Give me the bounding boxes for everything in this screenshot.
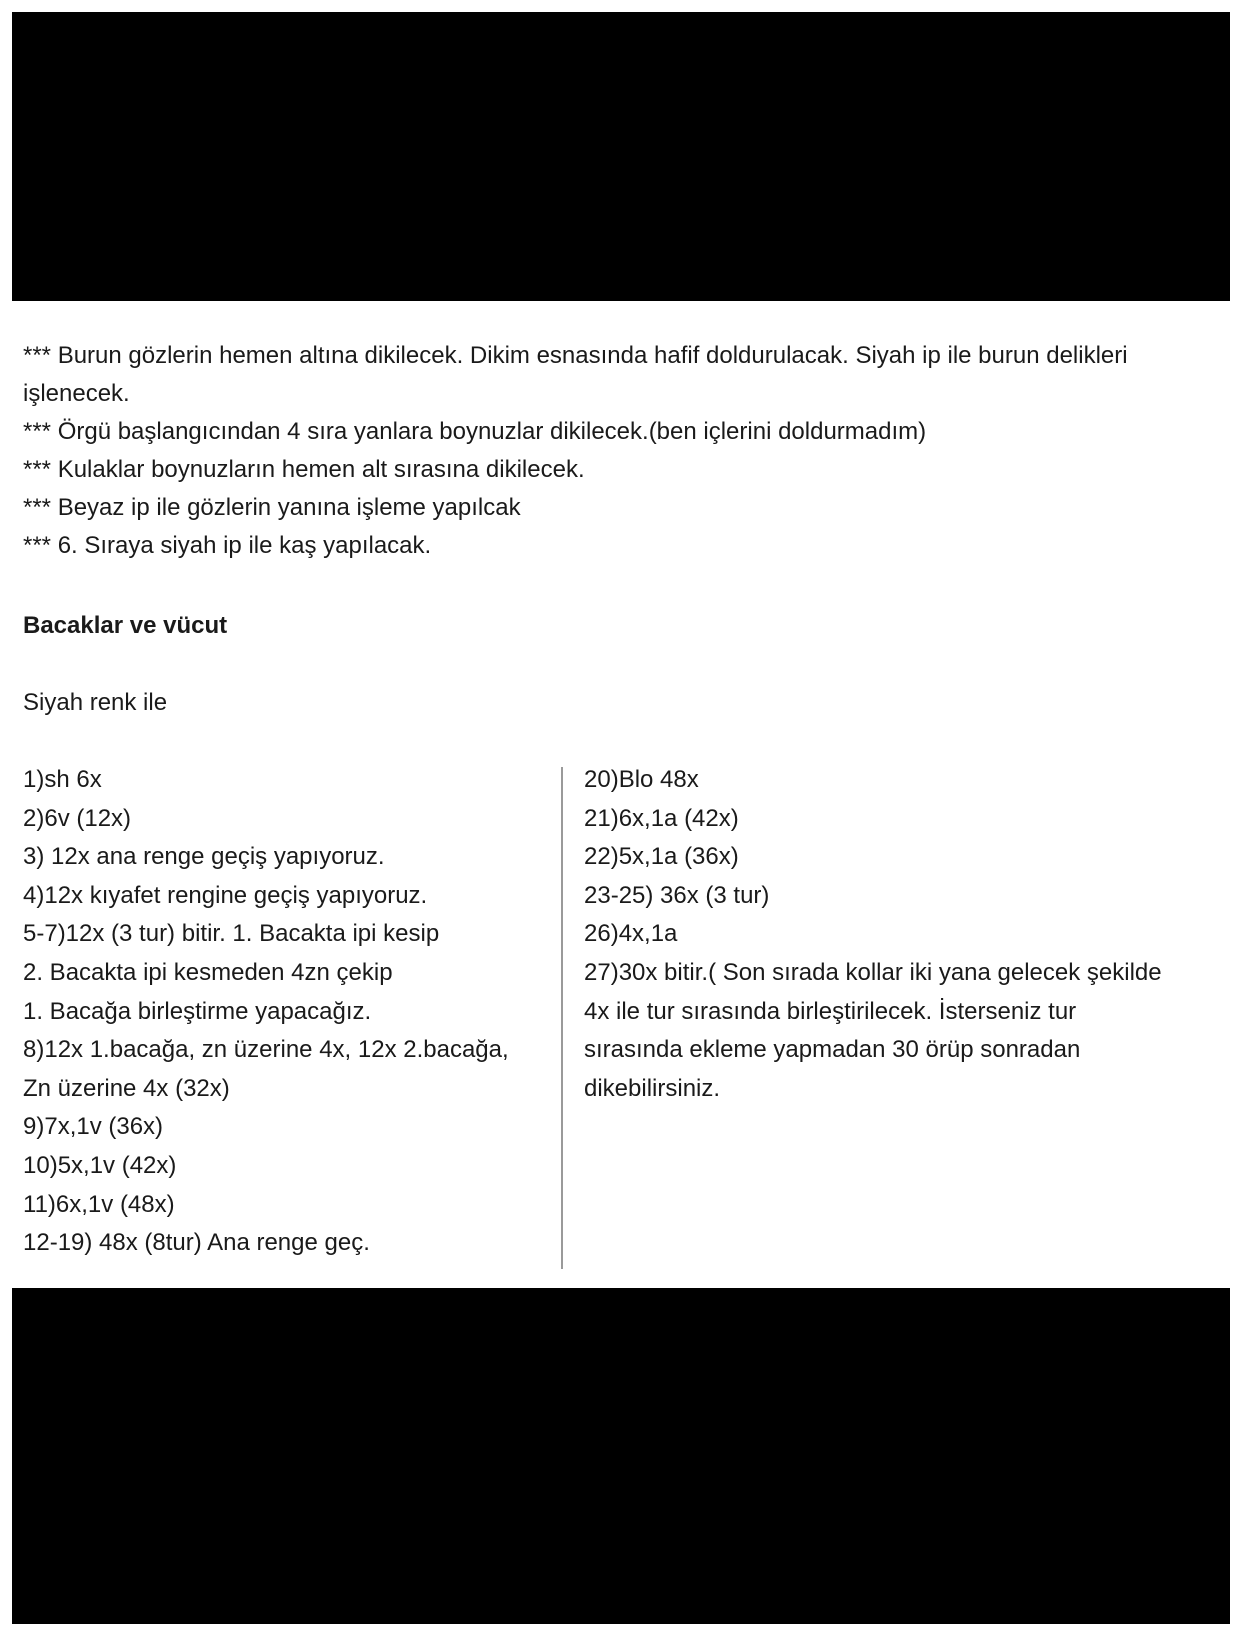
- pattern-row: 22)5x,1a (36x): [584, 843, 739, 871]
- pattern-row: dikebilirsiniz.: [584, 1074, 721, 1102]
- column-divider: [561, 767, 563, 1269]
- pattern-row: 1. Bacağa birleştirme yapacağız.: [23, 997, 372, 1025]
- pattern-row: 10)5x,1v (42x): [23, 1151, 177, 1179]
- pattern-row: 21)6x,1a (42x): [584, 804, 739, 832]
- pattern-row: 27)30x bitir.( Son sırada kollar iki yana gelecek şekilde: [584, 958, 1162, 986]
- section-title: Bacaklar ve vücut: [23, 612, 228, 639]
- bottom-black-band: [12, 1288, 1230, 1624]
- pattern-row: 11)6x,1v (48x): [23, 1190, 175, 1218]
- pattern-row: 20)Blo 48x: [584, 766, 699, 793]
- top-black-band: [12, 12, 1230, 301]
- pattern-row: 9)7x,1v (36x): [23, 1113, 164, 1141]
- pattern-row: 5-7)12x (3 tur) bitir. 1. Bacakta ipi kesip: [23, 920, 440, 948]
- pattern-row: 3) 12x ana renge geçiş yapıyoruz.: [23, 843, 385, 871]
- pattern-row: 2)6v (12x): [23, 804, 132, 832]
- pattern-row: 1)sh 6x: [23, 766, 102, 793]
- note-item: *** 6. Sıraya siyah ip ile kaş yapılacak.: [23, 532, 432, 559]
- pattern-row: 12-19) 48x (8tur) Ana renge geç.: [23, 1229, 370, 1257]
- note-item: *** Kulaklar boynuzların hemen alt sırasına dikilecek.: [23, 456, 585, 483]
- pattern-row: 23-25) 36x (3 tur): [584, 881, 770, 909]
- right-column: [584, 761, 1224, 1108]
- pattern-row: 26)4x,1a: [584, 920, 678, 948]
- note-item: *** Burun gözlerin hemen altına dikilecek. Dikim esnasında hafif doldurulacak. Siyah ip ile burun delikleri işlenecek.: [23, 342, 1128, 407]
- notes-list: [23, 337, 1193, 565]
- document-page: [12, 301, 1230, 1288]
- pattern-row: 4)12x kıyafet rengine geçiş yapıyoruz.: [23, 881, 428, 909]
- pattern-row: 2. Bacakta ipi kesmeden 4zn çekip: [23, 958, 393, 986]
- pattern-row: sırasında ekleme yapmadan 30 örüp sonradan: [584, 1036, 1081, 1064]
- color-note: Siyah renk ile: [23, 689, 168, 716]
- pattern-row: Zn üzerine 4x (32x): [23, 1074, 230, 1102]
- left-column: [23, 761, 563, 1263]
- pattern-row: 8)12x 1.bacağa, zn üzerine 4x, 12x 2.bacağa,: [23, 1036, 509, 1064]
- note-item: *** Örgü başlangıcından 4 sıra yanlara boynuzlar dikilecek.(ben içlerini doldurmadım): [23, 418, 927, 445]
- note-item: *** Beyaz ip ile gözlerin yanına işleme yapılcak: [23, 494, 521, 521]
- pattern-row: 4x ile tur sırasında birleştirilecek. İsterseniz tur: [584, 997, 1077, 1025]
